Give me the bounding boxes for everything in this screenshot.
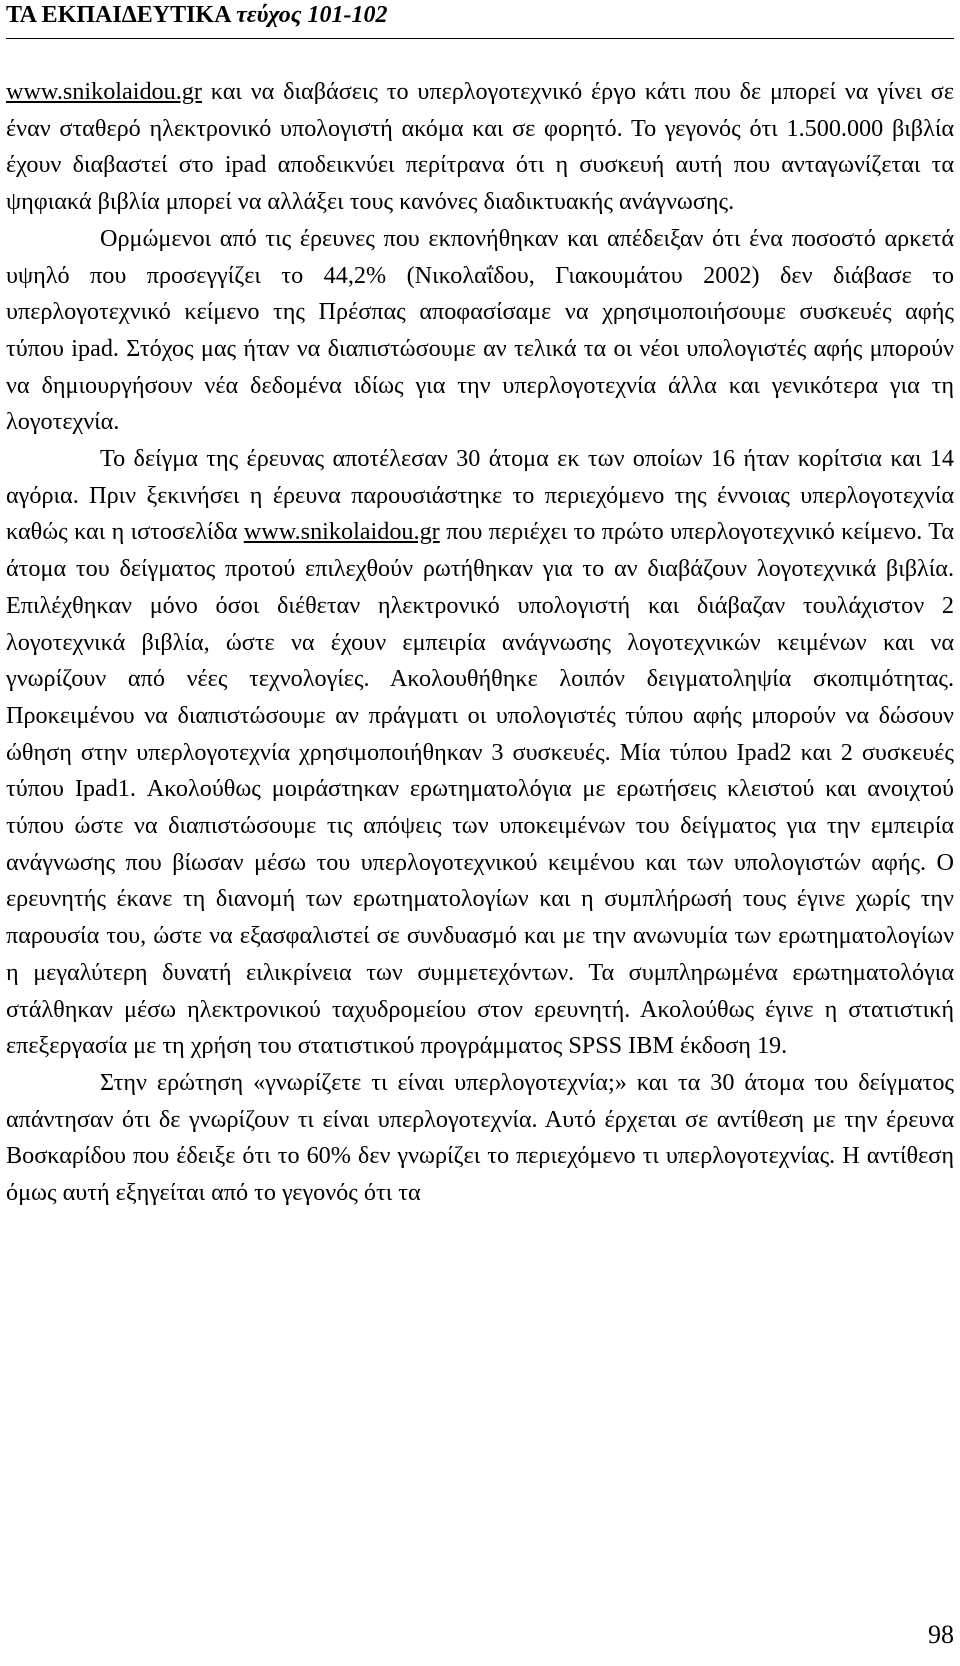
paragraph-2: Ορμώμενοι από τις έρευνες που εκπονήθηκαν και απέδειξαν ότι ένα ποσοστό αρκετά υψηλό που προσεγγίζει το 44,2% (Νικολαΐδου, Γιακουμάτου 2002) δεν διάβασε το υπερλογοτεχνικό κείμενο της Πρέσπας αποφασίσαμε να χρησιμοποιήσουμε συσκευές αφής τύπου ipad. Στόχος μας ήταν να διαπιστώσουμε αν τελικά τα οι νέοι υπολογιστές αφής μπορούν να δημιουργήσουν νέα δεδομένα ιδίως για την υπερλογοτεχνία άλλα και γενικότερα για τη λογοτεχνία. — [6, 224, 954, 436]
website-link[interactable]: www.snikolaidou.gr — [243, 518, 440, 546]
journal-title: ΤΑ ΕΚΠΑΙΔΕΥΤΙΚΑ — [6, 2, 237, 28]
paragraph-4: Στην ερώτηση «γνωρίζετε τι είναι υπερλογοτεχνία;» και τα 30 άτομα του δείγματος απάντησαν ότι δε γνωρίζουν τι είναι υπερλογοτεχνία. Αυτό έρχεται σε αντίθεση με την έρευνα Βοσκαρίδου που έδειξε ότι το 60% δεν γνωρίζει το περιεχόμενο τι υπερλογοτεχνίας. Η αντίθεση όμως αυτή εξηγείται από το γεγονός ότι τα — [6, 1068, 954, 1207]
page-header — [6, 2, 954, 39]
paragraph-1 — [6, 74, 954, 221]
paragraph-text: Το δείγμα της έρευνας αποτέλεσαν 30 άτομα εκ των οποίων 16 ήταν κορίτσια και 14 αγόρια. Πριν ξεκινήσει η έρευνα παρουσιάστηκε το περιεχόμενο της έννοιας υπερλογοτεχνία καθώς και η ιστοσελίδα — [6, 445, 954, 546]
page-number: 98 — [928, 1620, 954, 1649]
paragraph-3 — [6, 441, 954, 1065]
article-body — [6, 74, 954, 1212]
issue-label: τεύχος 101-102 — [236, 2, 388, 28]
paragraph-text: που περιέχει το πρώτο υπερλογοτεχνικό κείμενο. Τα άτομα του δείγματος προτού επιλεχθούν ρωτήθηκαν για το αν διαβάζουν λογοτεχνικά βιβλία. Επιλέχθηκαν μόνο όσοι διέθεταν ηλεκτρονικό υπολογιστή και διάβαζαν τουλάχιστον 2 λογοτεχνικά βιβλία, ώστε να έχουν εμπειρία ανάγνωσης λογοτεχνικών κειμένων και να γνωρίζουν από νέες τεχνολογίες. Ακολουθήθηκε λοιπόν δειγματοληψία σκοπιμότητας. Προκειμένου να διαπιστώσουμε αν πράγματι οι υπολογιστές τύπου αφής μπορούν να δώσουν ώθηση στην υπερλογοτεχνία χρησιμοποιήθηκαν 3 συσκευές. Μία τύπου Ipad2 και 2 συσκευές τύπου Ipad1. Ακολούθως μοιράστηκαν ερωτηματολόγια με ερωτήσεις κλειστού και ανοιχτού τύπου ώστε να διαπιστώσουμε τις απόψεις των υποκειμένων του δείγματος για την εμπειρία ανάγνωσης που βίωσαν μέσω του υπερλογοτεχνικού κειμένου και των υπολογιστών αφής. Ο ερευνητής έκανε τη διανομή των ερωτηματολογίων και η συμπλήρωσή τους έγινε χωρίς την παρουσία του, ώστε να εξασφαλιστεί σε συνδυασμό και με την ανωνυμία των ερωτηματολογίων η μεγαλύτερη δυνατή ειλικρίνεια των συμμετεχόντων. Τα συμπληρωμένα ερωτηματολόγια στάλθηκαν μέσω ηλεκτρονικού ταχυδρομείου στον ερευνητή. Ακολούθως έγινε η στατιστική επεξεργασία με τη χρήση του στατιστικού προγράμματος SPSS IBM έκδοση 19. — [6, 518, 954, 1060]
website-link[interactable]: www.snikolaidou.gr — [6, 78, 202, 105]
paragraph-text: και να διαβάσεις το υπερλογοτεχνικό έργο κάτι που δε μπορεί να γίνει σε έναν σταθερό ηλεκτρονικό υπολογιστή ακόμα και σε φορητό. Το γεγονός ότι 1.500.000 βιβλία έχουν διαβαστεί στο ipad αποδεικνύει περίτρανα ότι η συσκευή αυτή που ανταγωνίζεται τα ψηφιακά βιβλία μπορεί να αλλάξει τους κανόνες διαδικτυακής ανάγνωσης. — [6, 78, 954, 216]
